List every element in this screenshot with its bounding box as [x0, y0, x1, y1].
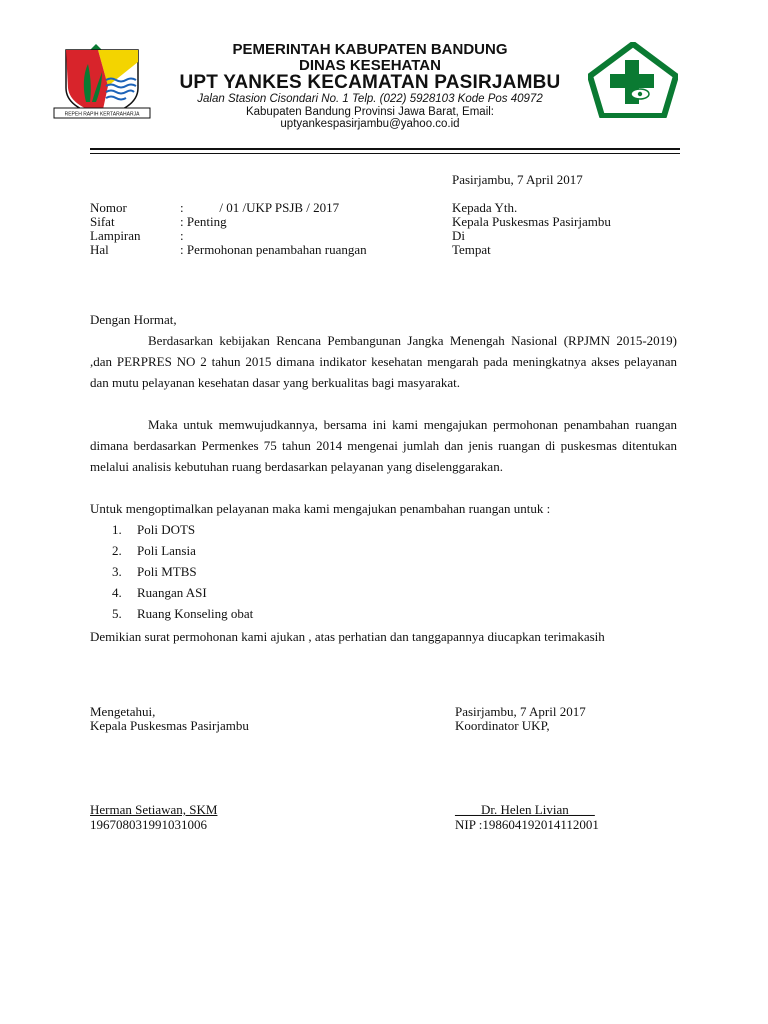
- meta-value-lampiran: :: [180, 228, 184, 243]
- list-number: 5.: [112, 606, 122, 621]
- signature-left-nip: 196708031991031006: [90, 817, 207, 832]
- list-number: 3.: [112, 564, 122, 579]
- letterhead-address: Jalan Stasion Cisondari No. 1 Telp. (022) 5928103 Kode Pos 40972: [197, 93, 543, 105]
- letterhead-divider-thick: [90, 148, 680, 150]
- letterhead-unit-title: UPT YANKES KECAMATAN PASIRJAMBU: [179, 72, 561, 93]
- logo-banner-text: REPEH RAPIH KERTARAHARJA: [64, 111, 140, 118]
- recipient-line-2: Kepala Puskesmas Pasirjambu: [452, 214, 611, 229]
- list-number: 4.: [112, 585, 122, 600]
- letterhead-divider-thin: [90, 153, 680, 154]
- meta-label-nomor: Nomor: [90, 200, 127, 215]
- paragraph-request: Maka untuk memwujudkannya, bersama ini kami mengajukan permohonan penambahan ruangan dimana berdasarkan Permenkes 75 tahun 2014 mengenai jumlah dan jenis ruangan di puskesmas ditentukan melalui analisis kebutuhan ruang berdasarkan pelayanan yang diselenggarakan.: [90, 417, 677, 474]
- paragraph-background: Berdasarkan kebijakan Rencana Pembangunan Jangka Menengah Nasional (RPJMN 2015-2019) ,dan PERPRES NO 2 tahun 2015 dimana indikator kesehatan mengarah pada meningkatnya akses pelayanan dan mutu pelayanan kesehatan dasar yang berkualitas bagi masyarakat.: [90, 333, 677, 390]
- signature-right-title: Koordinator UKP,: [455, 718, 550, 733]
- list-number: 2.: [112, 543, 122, 558]
- letterhead-department: DINAS KESEHATAN: [299, 57, 441, 74]
- recipient-line-1: Kepada Yth.: [452, 200, 518, 215]
- list-item: Ruang Konseling obat: [137, 606, 254, 621]
- letterhead-government: PEMERINTAH KABUPATEN BANDUNG: [232, 41, 508, 58]
- list-item: Poli MTBS: [137, 564, 197, 579]
- list-item: Ruangan ASI: [137, 585, 207, 600]
- paragraph-list-intro: Untuk mengoptimalkan pelayanan maka kami mengajukan penambahan ruangan untuk :: [90, 501, 551, 516]
- recipient-line-3: Di: [452, 228, 465, 243]
- signature-right-date: Pasirjambu, 7 April 2017: [455, 704, 586, 719]
- letterhead-email: uptyankespasirjambu@yahoo.co.id: [280, 118, 460, 130]
- signature-left-name: Herman Setiawan, SKM: [90, 802, 218, 817]
- meta-value-sifat: : Penting: [180, 214, 227, 229]
- meta-value-hal: : Permohonan penambahan ruangan: [180, 242, 367, 257]
- signature-left-line1: Mengetahui,: [90, 704, 156, 719]
- meta-value-nomor: : / 01 /UKP PSJB / 2017: [180, 200, 340, 215]
- kabupaten-bandung-logo: [52, 38, 152, 122]
- puskesmas-logo: [588, 42, 678, 118]
- signature-left-title: Kepala Puskesmas Pasirjambu: [90, 718, 249, 733]
- list-item: Poli Lansia: [137, 543, 196, 558]
- signature-right-name: ____Dr. Helen Livian____: [455, 802, 595, 817]
- recipient-line-4: Tempat: [452, 242, 491, 257]
- greeting: Dengan Hormat,: [90, 312, 177, 327]
- paragraph-closing: Demikian surat permohonan kami ajukan , atas perhatian dan tanggapannya diucapkan terimakasih: [90, 629, 605, 644]
- letterhead-province: Kabupaten Bandung Provinsi Jawa Barat, Email:: [245, 106, 495, 118]
- signature-right-nip: NIP :198604192014112001: [455, 817, 599, 832]
- meta-label-sifat: Sifat: [90, 214, 115, 229]
- meta-label-lampiran: Lampiran: [90, 228, 141, 243]
- list-number: 1.: [112, 522, 122, 537]
- meta-label-hal: Hal: [90, 242, 109, 257]
- letter-date: Pasirjambu, 7 April 2017: [452, 172, 583, 187]
- list-item: Poli DOTS: [137, 522, 196, 537]
